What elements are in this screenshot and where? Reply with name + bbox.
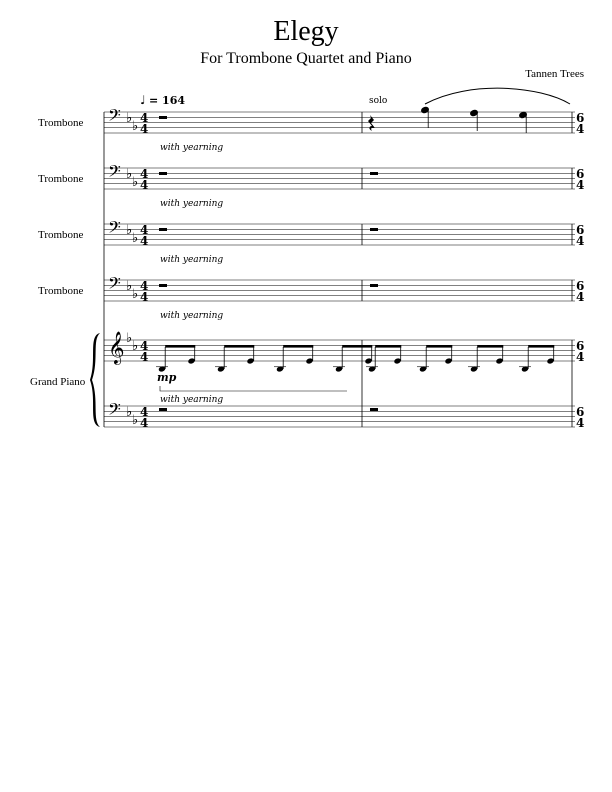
bass-clef-icon: 𝄢 xyxy=(108,399,121,423)
time-signature-denominator: 4 xyxy=(140,178,149,192)
bass-clef-icon: 𝄢 xyxy=(108,161,121,185)
treble-clef-icon: 𝄞 xyxy=(108,331,125,364)
time-signature-numerator: 4 xyxy=(140,339,149,353)
time-signature-denominator: 4 xyxy=(140,290,149,304)
tempo-note-icon: ♩ xyxy=(140,93,146,107)
next-time-signature-numerator: 6 xyxy=(576,223,585,237)
next-time-signature-numerator: 6 xyxy=(576,111,585,125)
score-subtitle: For Trombone Quartet and Piano xyxy=(200,50,412,67)
instrument-label: Trombone xyxy=(38,285,84,297)
next-time-signature-denominator: 4 xyxy=(576,416,585,430)
grand-staff-brace xyxy=(90,333,100,427)
composer-name: Tannen Trees xyxy=(525,68,584,80)
whole-rest xyxy=(159,284,167,287)
note-beam xyxy=(224,345,254,348)
flat-icon: ♭ xyxy=(126,405,133,420)
note-beam xyxy=(477,345,503,348)
note-beam xyxy=(375,345,401,348)
time-signature-denominator: 4 xyxy=(140,234,149,248)
note-beam xyxy=(426,345,452,348)
dynamic-marking: mp xyxy=(157,371,177,384)
piano-right-hand xyxy=(156,345,555,373)
time-signature-numerator: 4 xyxy=(140,111,149,125)
tempo-marking: = 164 xyxy=(149,94,186,107)
time-signature-denominator: 4 xyxy=(140,122,149,136)
bass-clef-icon: 𝄢 xyxy=(108,217,121,241)
time-signature-numerator: 4 xyxy=(140,405,149,419)
flat-icon: ♭ xyxy=(132,413,139,428)
note-beam xyxy=(528,345,554,348)
flat-icon: ♭ xyxy=(132,231,139,246)
time-signature-numerator: 4 xyxy=(140,223,149,237)
instrument-label: Trombone xyxy=(38,229,84,241)
flat-icon: ♭ xyxy=(132,287,139,302)
expression-marking: with yearning xyxy=(160,255,224,265)
next-time-signature-denominator: 4 xyxy=(576,234,585,248)
next-time-signature-numerator: 6 xyxy=(576,279,585,293)
expression-marking: with yearning xyxy=(160,199,224,209)
time-signature-denominator: 4 xyxy=(140,350,149,364)
flat-icon: ♭ xyxy=(126,331,133,346)
expression-marking: with yearning xyxy=(160,395,224,405)
next-time-signature-numerator: 6 xyxy=(576,405,585,419)
whole-rest xyxy=(370,284,378,287)
whole-rest xyxy=(370,408,378,411)
bass-clef-icon: 𝄢 xyxy=(108,273,121,297)
whole-rest xyxy=(159,172,167,175)
next-time-signature-denominator: 4 xyxy=(576,290,585,304)
time-signature-denominator: 4 xyxy=(140,416,149,430)
instrument-label: Trombone xyxy=(38,117,84,129)
flat-icon: ♭ xyxy=(126,223,133,238)
note-beam xyxy=(165,345,195,348)
bass-clef-icon: 𝄢 xyxy=(108,105,121,129)
solo-notes xyxy=(421,106,528,133)
solo-marking: solo xyxy=(369,96,388,106)
measure-barlines xyxy=(362,112,572,427)
flat-icon: ♭ xyxy=(132,339,139,354)
time-signature-numerator: 4 xyxy=(140,167,149,181)
flat-icon: ♭ xyxy=(126,279,133,294)
next-time-signature-denominator: 4 xyxy=(576,178,585,192)
next-time-signature-denominator: 4 xyxy=(576,350,585,364)
whole-rest xyxy=(370,172,378,175)
instrument-label: Grand Piano xyxy=(30,376,86,388)
instrument-label: Trombone xyxy=(38,173,84,185)
flat-icon: ♭ xyxy=(132,119,139,134)
time-signature-numerator: 4 xyxy=(140,279,149,293)
whole-rest xyxy=(159,116,167,119)
note-beam xyxy=(283,345,313,348)
whole-rest xyxy=(159,408,167,411)
phrase-slur xyxy=(425,88,570,104)
score-title: Elegy xyxy=(273,16,339,47)
expression-marking: with yearning xyxy=(160,311,224,321)
flat-icon: ♭ xyxy=(126,167,133,182)
next-time-signature-denominator: 4 xyxy=(576,122,585,136)
expression-marking: with yearning xyxy=(160,143,224,153)
note-beam xyxy=(342,345,372,348)
next-time-signature-numerator: 6 xyxy=(576,339,585,353)
whole-rest xyxy=(370,228,378,231)
flat-icon: ♭ xyxy=(132,175,139,190)
clefs xyxy=(108,105,584,430)
next-time-signature-numerator: 6 xyxy=(576,167,585,181)
whole-rest xyxy=(159,228,167,231)
pedal-bracket xyxy=(160,386,347,391)
flat-icon: ♭ xyxy=(126,111,133,126)
